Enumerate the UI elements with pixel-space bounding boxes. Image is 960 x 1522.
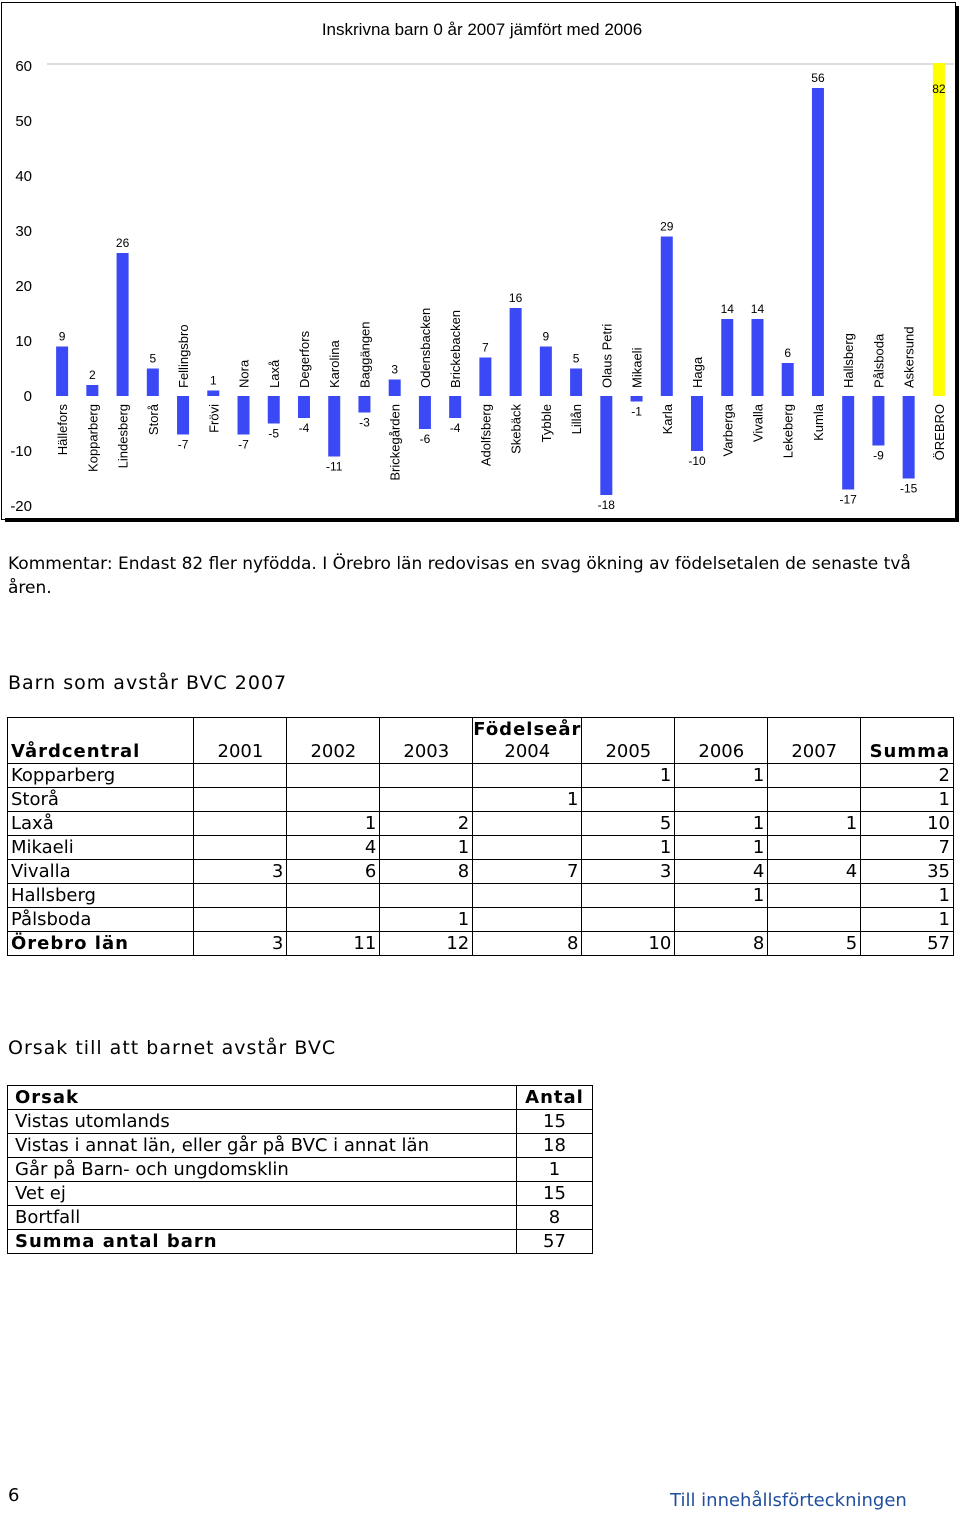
bar-14 [479,358,491,397]
category-label: Brickegården [387,404,403,481]
category-label: Skebäck [508,404,524,454]
table-cell [194,788,287,812]
table-total-row [8,932,954,956]
bar-27 [872,396,884,446]
header-vardcentral: Vårdcentral [8,718,194,764]
orsak-total-label: Summa antal barn [8,1230,517,1254]
chart-shadow [5,518,958,522]
table-cell: 7 [473,860,582,884]
table-row [8,1158,593,1182]
bar-18 [600,396,612,495]
row-label: Laxå [8,812,194,836]
bar-value-label: -5 [268,426,280,441]
category-label: Odensbacken [417,307,433,388]
table-cell: 1 [675,836,768,860]
bar-value-label: -4 [298,421,310,435]
chart-title: Inskrivna barn 0 år 2007 jämfört med 2006 [321,20,643,39]
category-label: Varberga [720,404,736,457]
y-tick-label: 50 [15,113,32,130]
table-cell: 3 [194,860,287,884]
category-label: Olaus Petri [599,323,615,388]
bar-value-label: 5 [572,351,580,366]
category-label: Degerfors [296,330,312,388]
header-year: 2006 [675,718,768,764]
table-cell [768,836,861,860]
table-cell: 3 [194,932,287,956]
row-label: Storå [8,788,194,812]
bar-7 [268,396,280,424]
header-year-group [473,718,582,764]
bar-0 [56,347,68,397]
table-cell: 1 [768,812,861,836]
row-label: Örebro län [8,932,194,956]
bar-value-label: 16 [508,291,523,305]
orsak-count: 15 [517,1182,593,1206]
table-cell [768,884,861,908]
table-cell [194,812,287,836]
y-tick-label: 60 [15,58,32,75]
bar-value-label: -3 [359,415,370,430]
header-year: 2005 [582,718,675,764]
table-cell: 4 [287,836,380,860]
y-tick-label: 10 [15,333,32,350]
orsak-label: Bortfall [8,1206,517,1230]
table-row [8,860,954,884]
category-label: Lillån [569,404,585,435]
table-cell: 1 [380,836,473,860]
orsak-count: 18 [517,1134,593,1158]
table-cell [380,788,473,812]
header-summa: Summa [861,718,954,764]
table-cell [768,908,861,932]
table-cell [380,884,473,908]
table-cell [473,884,582,908]
bar-4 [177,396,189,435]
table-cell: 4 [768,860,861,884]
page-number: 6 [8,1485,20,1506]
bar-value-label: 3 [391,362,399,377]
table-cell: 1 [675,812,768,836]
header-year: 2007 [768,718,861,764]
bar-value-label: 5 [149,351,157,366]
table-cell: 1 [861,788,954,812]
table-cell: 8 [380,860,473,884]
y-tick-label: -10 [10,443,32,460]
bar-value-label: -4 [449,421,461,435]
bar-value-label: 26 [115,236,130,250]
orsak-total-count: 57 [517,1230,593,1254]
header-year: 2002 [287,718,380,764]
category-label: Karolina [327,340,343,388]
y-tick-label: 0 [23,388,32,405]
table-cell [473,812,582,836]
bar-value-label: 14 [750,302,765,316]
table-cell: 57 [861,932,954,956]
table-cell: 8 [675,932,768,956]
bar-21 [691,396,703,451]
header-year: 2001 [194,718,287,764]
table-cell [473,836,582,860]
category-label: Fellingsbro [176,324,192,388]
bvc-section-title: Barn som avstår BVC 2007 [8,672,288,694]
table-cell [194,836,287,860]
table-cell [473,908,582,932]
table-cell: 8 [473,932,582,956]
bar-value-label: 56 [811,71,825,85]
orsak-label: Vistas utomlands [8,1110,517,1134]
category-label: Laxå [266,359,282,388]
orsak-count: 15 [517,1110,593,1134]
table-cell: 5 [582,812,675,836]
bar-9 [328,396,340,457]
bar-value-label: 82 [932,82,946,96]
table-cell [675,788,768,812]
category-label: Vivalla [750,404,766,443]
table-cell [287,884,380,908]
bar-value-label: 1 [209,373,217,388]
bar-value-label: 7 [482,340,489,355]
table-cell: 1 [287,812,380,836]
bar-value-label: 29 [660,219,674,234]
bar-value-label: 2 [89,368,96,382]
table-total-row [8,1230,593,1254]
chart-comment: Kommentar: Endast 82 fler nyfödda. I Örebro län redovisas en svag ökning av födelsetalen de senaste två åren. [8,554,911,598]
table-cell [194,908,287,932]
bar-15 [510,308,522,396]
table-cell: 35 [861,860,954,884]
category-label: Askersund [901,326,917,388]
table-cell: 1 [582,836,675,860]
bvc-table [7,717,954,956]
table-cell: 1 [380,908,473,932]
bar-value-label: 9 [542,329,550,344]
bar-5 [207,391,219,397]
table-cell: 7 [861,836,954,860]
bar-10 [358,396,370,413]
table-row [8,836,954,860]
table-cell: 1 [861,884,954,908]
category-label: Pålsboda [871,333,887,388]
category-label: Karla [659,404,675,435]
table-cell: 1 [473,788,582,812]
orsak-label: Vet ej [8,1182,517,1206]
row-label: Hallsberg [8,884,194,908]
table-cell [582,788,675,812]
table-row [8,788,954,812]
header-antal: Antal [517,1086,593,1110]
category-label: Baggängen [357,321,373,388]
table-cell [287,908,380,932]
bar-28 [903,396,915,479]
table-cell [582,884,675,908]
header-year: 2003 [380,718,473,764]
orsak-header-row [8,1086,593,1110]
y-tick-label: 20 [15,278,32,295]
bar-24 [782,363,794,396]
table-cell: 1 [582,764,675,788]
bar-value-label: -15 [899,481,918,496]
bar-value-label: 6 [784,346,792,360]
orsak-count: 8 [517,1206,593,1230]
table-cell [194,884,287,908]
category-label: Brickebacken [448,309,464,388]
bar-19 [631,396,643,402]
chart-frame [1,2,956,520]
category-label: Hällefors [55,404,71,456]
bar-value-label: -7 [238,437,249,452]
bar-value-label: -1 [631,404,642,419]
header-year: 2004 [504,741,551,762]
bar-value-label: 14 [720,302,734,316]
y-tick-label: -20 [10,498,32,515]
category-label: Hallsberg [841,333,857,388]
bar-value-label: -9 [873,448,884,463]
category-label: Storå [145,404,161,436]
toc-link[interactable]: Till innehållsförteckningen [670,1490,907,1511]
table-cell: 5 [768,932,861,956]
category-label: ÖREBRO [931,404,947,461]
table-cell [675,908,768,932]
table-cell [582,908,675,932]
bar-29 [933,63,945,396]
header-fodelsear: Födelseår [473,719,582,740]
category-label: Frövi [206,404,222,433]
header-orsak: Orsak [8,1086,517,1110]
category-label: Haga [690,356,706,388]
category-label: Mikaeli [629,347,645,388]
table-cell [768,764,861,788]
orsak-section-title: Orsak till att barnet avstår BVC [8,1037,337,1059]
category-label: Lindesberg [115,404,131,469]
bar-value-label: -18 [597,498,615,512]
row-label: Kopparberg [8,764,194,788]
bar-1 [86,385,98,396]
table-cell: 3 [582,860,675,884]
table-cell [194,764,287,788]
table-cell: 1 [675,764,768,788]
table-row [8,764,954,788]
bar-23 [751,319,763,396]
orsak-count: 1 [517,1158,593,1182]
bvc-header-row [8,718,954,764]
bar-chart [2,3,955,519]
table-row [8,908,954,932]
bar-8 [298,396,310,418]
row-label: Vivalla [8,860,194,884]
y-tick-label: 40 [15,168,32,185]
table-cell: 1 [861,908,954,932]
category-label: Tybble [538,404,554,443]
category-label: Kumla [810,404,826,441]
table-row [8,1134,593,1158]
bar-11 [389,380,401,397]
bar-13 [449,396,461,418]
bar-20 [661,237,673,397]
bar-16 [540,347,552,397]
bar-value-label: -17 [839,492,857,507]
orsak-label: Går på Barn- och ungdomsklin [8,1158,517,1182]
category-label: Lekeberg [780,404,796,459]
table-cell: 6 [287,860,380,884]
table-cell: 2 [380,812,473,836]
table-cell: 11 [287,932,380,956]
table-cell [768,788,861,812]
table-cell [287,764,380,788]
bar-12 [419,396,431,429]
table-row [8,884,954,908]
bar-value-label: 9 [58,329,66,344]
bar-value-label: -11 [325,459,343,474]
category-label: Adolfsberg [478,404,494,467]
table-row [8,1206,593,1230]
bar-2 [117,253,129,396]
table-cell: 1 [675,884,768,908]
bar-25 [812,88,824,396]
row-label: Mikaeli [8,836,194,860]
table-cell [287,788,380,812]
table-row [8,1110,593,1134]
category-label: Kopparberg [85,404,101,472]
bar-3 [147,369,159,397]
bar-17 [570,369,582,397]
chart-shadow-right [955,6,959,522]
table-row [8,1182,593,1206]
table-cell: 10 [861,812,954,836]
bar-6 [238,396,250,435]
table-cell: 2 [861,764,954,788]
table-cell: 4 [675,860,768,884]
orsak-label: Vistas i annat län, eller går på BVC i annat län [8,1134,517,1158]
table-cell: 12 [380,932,473,956]
bar-value-label: -7 [177,437,189,452]
y-tick-label: 30 [15,223,32,240]
table-cell [473,764,582,788]
bar-26 [842,396,854,490]
category-label: Nora [236,359,252,388]
bar-value-label: -10 [688,454,706,468]
orsak-table [7,1085,593,1254]
row-label: Pålsboda [8,908,194,932]
table-row [8,812,954,836]
bar-value-label: -6 [419,432,431,446]
bar-22 [721,319,733,396]
table-cell: 10 [582,932,675,956]
table-cell [380,764,473,788]
